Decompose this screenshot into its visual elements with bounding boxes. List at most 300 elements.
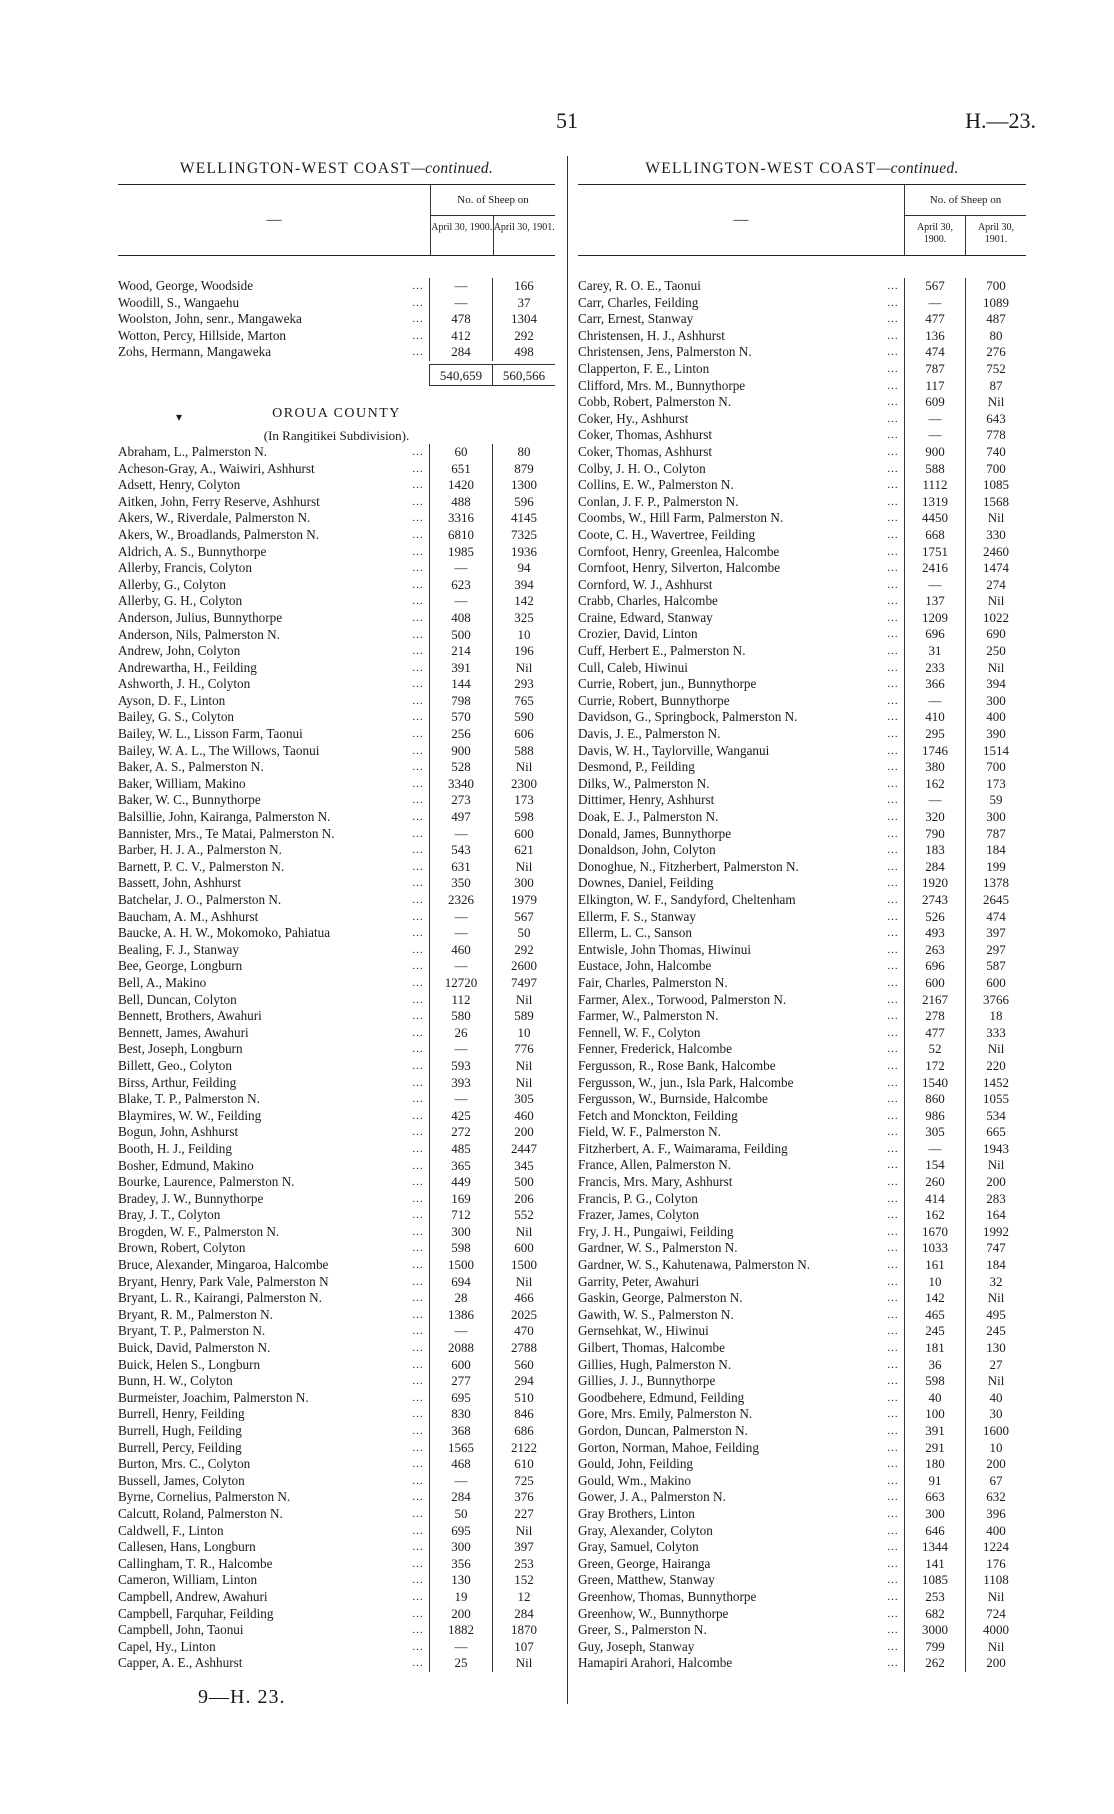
- table-row: [578, 726, 1026, 743]
- row-count-1900: 3316: [429, 510, 492, 527]
- row-count-1900: 262: [904, 1655, 965, 1672]
- row-count-1901: 10: [965, 1440, 1026, 1457]
- row-leader-dots: ...: [412, 1425, 424, 1437]
- table-row: [578, 859, 1026, 876]
- table-row: [578, 577, 1026, 594]
- row-count-1900: 28: [429, 1290, 492, 1307]
- row-leader-dots: ...: [887, 910, 899, 923]
- table-row: [118, 1406, 555, 1423]
- row-count-1901: 596: [492, 494, 555, 511]
- row-count-1901: 1568: [965, 494, 1026, 511]
- row-leader-dots: ...: [412, 1590, 424, 1603]
- row-leader-dots: ...: [412, 1109, 424, 1122]
- table-row: [118, 776, 555, 793]
- row-count-1901: 176: [965, 1556, 1026, 1573]
- row-count-1900: 19: [429, 1589, 492, 1606]
- row-count-1901: 200: [965, 1456, 1026, 1473]
- table-row: [578, 676, 1026, 693]
- row-count-1900: 300: [429, 1224, 492, 1241]
- row-name: Bee, George, Longburn: [118, 958, 243, 974]
- row-name: Bray, J. T., Colyton: [118, 1207, 221, 1223]
- row-leader-dots: ...: [887, 794, 899, 807]
- row-name: Billett, Geo., Colyton: [118, 1057, 232, 1073]
- table-row: [578, 958, 1026, 975]
- row-leader-dots: ...: [412, 628, 424, 641]
- row-name: Gillies, J. J., Bunnythorpe: [578, 1373, 716, 1389]
- row-count-1901: 390: [965, 726, 1026, 743]
- row-leader-dots: ...: [412, 1076, 424, 1089]
- row-count-1901: 1992: [965, 1224, 1026, 1241]
- row-name: Bruce, Alexander, Mingaroa, Halcombe: [118, 1257, 329, 1273]
- row-count-1900: —: [904, 427, 965, 444]
- row-count-1901: 776: [492, 1041, 555, 1058]
- row-leader-dots: ...: [412, 545, 424, 558]
- row-count-1901: Nil: [492, 660, 555, 677]
- row-leader-dots: ...: [887, 860, 899, 873]
- table-row: [118, 1373, 555, 1390]
- row-count-1901: 80: [965, 328, 1026, 345]
- table-row: [578, 1091, 1026, 1108]
- table-row: [118, 1572, 555, 1589]
- row-leader-dots: ...: [887, 1325, 899, 1338]
- table-row: [118, 1655, 555, 1672]
- row-count-1901: Nil: [492, 859, 555, 876]
- row-leader-dots: ...: [412, 1325, 424, 1338]
- row-leader-dots: ...: [412, 462, 424, 475]
- table-row: [118, 1589, 555, 1606]
- row-count-1901: 1300: [492, 477, 555, 494]
- row-count-1901: 588: [492, 743, 555, 760]
- row-count-1900: —: [429, 1041, 492, 1058]
- row-count-1901: 184: [965, 842, 1026, 859]
- row-count-1900: 900: [904, 444, 965, 461]
- row-count-1900: 695: [429, 1390, 492, 1407]
- row-name: Woodill, S., Wangaehu: [118, 294, 240, 310]
- row-count-1900: 682: [904, 1606, 965, 1623]
- table-row: [578, 1124, 1026, 1141]
- row-name: Fennell, W. F., Colyton: [578, 1024, 701, 1040]
- table-row: [578, 842, 1026, 859]
- row-count-1901: 152: [492, 1572, 555, 1589]
- row-count-1901: 7497: [492, 975, 555, 992]
- row-leader-dots: ...: [887, 1557, 899, 1570]
- row-count-1901: Nil: [965, 394, 1026, 411]
- row-count-1900: 154: [904, 1157, 965, 1174]
- row-name: Francis, Mrs. Mary, Ashhurst: [578, 1174, 733, 1190]
- page-number: 51: [556, 108, 578, 133]
- table-row: [578, 411, 1026, 428]
- table-row: [118, 477, 555, 494]
- row-count-1901: 40: [965, 1390, 1026, 1407]
- row-name: Best, Joseph, Longburn: [118, 1041, 243, 1057]
- row-leader-dots: ...: [412, 1375, 424, 1388]
- row-leader-dots: ...: [412, 1491, 424, 1504]
- table-row: [118, 627, 555, 644]
- row-name: Bell, Duncan, Colyton: [118, 991, 237, 1007]
- row-count-1900: 366: [904, 676, 965, 693]
- row-leader-dots: ...: [887, 1176, 899, 1189]
- row-name: Callingham, T. R., Halcombe: [118, 1555, 273, 1571]
- table-row: [118, 278, 555, 295]
- row-name: Cull, Caleb, Hiwinui: [578, 659, 688, 675]
- row-leader-dots: ...: [887, 1624, 899, 1637]
- row-count-1901: 747: [965, 1240, 1026, 1257]
- row-count-1901: 752: [965, 361, 1026, 378]
- row-leader-dots: ...: [887, 1159, 899, 1172]
- row-name: Bell, A., Makino: [118, 974, 207, 990]
- row-name: Davis, W. H., Taylorville, Wanganui: [578, 742, 770, 758]
- row-leader-dots: ...: [412, 1225, 424, 1238]
- row-count-1900: 1344: [904, 1539, 965, 1556]
- row-name: Coote, C. H., Wavertree, Feilding: [578, 526, 756, 542]
- row-leader-dots: ...: [887, 927, 899, 940]
- row-leader-dots: ...: [887, 1507, 899, 1520]
- row-count-1900: 696: [904, 626, 965, 643]
- row-count-1901: 474: [965, 909, 1026, 926]
- right-column-title: [578, 156, 1026, 184]
- row-name: Davidson, G., Springbock, Palmerston N.: [578, 709, 798, 725]
- row-leader-dots: ...: [412, 1176, 424, 1189]
- table-row: [578, 1390, 1026, 1407]
- row-count-1900: —: [429, 1091, 492, 1108]
- row-count-1900: 130: [429, 1572, 492, 1589]
- row-count-1900: 26: [429, 1025, 492, 1042]
- table-row: [578, 1041, 1026, 1058]
- bullet-mark-icon: ▾: [176, 409, 184, 424]
- row-count-1901: 610: [492, 1456, 555, 1473]
- row-name: Fergusson, R., Rose Bank, Halcombe: [578, 1057, 776, 1073]
- table-row: [118, 1075, 555, 1092]
- row-leader-dots: ...: [412, 811, 424, 824]
- row-count-1901: Nil: [965, 1041, 1026, 1058]
- row-leader-dots: ...: [887, 595, 899, 608]
- table-row: [578, 1357, 1026, 1374]
- row-count-1900: 477: [904, 1025, 965, 1042]
- table-row: [578, 626, 1026, 643]
- table-row: [118, 1174, 555, 1191]
- table-row: [118, 1357, 555, 1374]
- table-row: [118, 842, 555, 859]
- row-leader-dots: ...: [412, 1408, 424, 1421]
- row-count-1901: 1943: [965, 1141, 1026, 1158]
- row-name: Bogun, John, Ashhurst: [118, 1124, 239, 1140]
- row-count-1901: 700: [965, 461, 1026, 478]
- row-count-1900: 284: [904, 859, 965, 876]
- row-leader-dots: ...: [412, 927, 424, 940]
- table-row: [578, 1589, 1026, 1606]
- row-count-1901: 173: [965, 776, 1026, 793]
- row-count-1901: 787: [965, 826, 1026, 843]
- row-leader-dots: ...: [887, 545, 899, 558]
- row-name: Bunn, H. W., Colyton: [118, 1373, 233, 1389]
- row-count-1900: 830: [429, 1406, 492, 1423]
- row-count-1900: 300: [904, 1506, 965, 1523]
- row-name: Bourke, Laurence, Palmerston N.: [118, 1174, 295, 1190]
- row-name: Christensen, H. J., Ashhurst: [578, 327, 725, 343]
- row-name: Burrell, Henry, Feilding: [118, 1406, 245, 1422]
- table-row: [578, 394, 1026, 411]
- row-name: Akers, W., Riverdale, Palmerston N.: [118, 510, 311, 526]
- row-leader-dots: ...: [887, 694, 899, 707]
- row-name: Fergusson, W., Burnside, Halcombe: [578, 1091, 768, 1107]
- row-count-1900: 183: [904, 842, 965, 859]
- row-count-1900: 256: [429, 726, 492, 743]
- row-count-1900: 1033: [904, 1240, 965, 1257]
- row-count-1901: 1979: [492, 892, 555, 909]
- row-count-1900: 2088: [429, 1340, 492, 1357]
- row-count-1900: 278: [904, 1008, 965, 1025]
- row-count-1900: 162: [904, 776, 965, 793]
- row-name: Burton, Mrs. C., Colyton: [118, 1456, 251, 1472]
- row-count-1901: 345: [492, 1158, 555, 1175]
- row-name: Frazer, James, Colyton: [578, 1207, 700, 1223]
- row-count-1900: 137: [904, 593, 965, 610]
- row-leader-dots: ...: [412, 1192, 424, 1205]
- row-name: Bailey, W. L., Lisson Farm, Taonui: [118, 726, 303, 742]
- table-row: [578, 909, 1026, 926]
- row-count-1900: 2416: [904, 560, 965, 577]
- row-leader-dots: ...: [412, 1308, 424, 1321]
- row-name: Elkington, W. F., Sandyford, Cheltenham: [578, 891, 796, 907]
- table-row: [118, 1207, 555, 1224]
- table-row: [118, 792, 555, 809]
- row-leader-dots: ...: [887, 329, 899, 342]
- row-count-1900: 1319: [904, 494, 965, 511]
- row-name: Bussell, James, Colyton: [118, 1472, 245, 1488]
- row-leader-dots: ...: [412, 528, 424, 541]
- row-count-1900: 460: [429, 942, 492, 959]
- left-header-col1: April 30, 1900.: [430, 216, 493, 255]
- row-count-1901: 294: [492, 1373, 555, 1390]
- row-count-1900: 50: [429, 1506, 492, 1523]
- table-row: [578, 1290, 1026, 1307]
- row-count-1900: 410: [904, 709, 965, 726]
- row-leader-dots: ...: [412, 1524, 424, 1537]
- row-count-1900: 860: [904, 1091, 965, 1108]
- row-count-1901: 567: [492, 909, 555, 926]
- table-row: [118, 1290, 555, 1307]
- row-count-1900: —: [429, 593, 492, 610]
- row-leader-dots: ...: [412, 1574, 424, 1587]
- table-row: [578, 1191, 1026, 1208]
- table-row: [578, 1423, 1026, 1440]
- table-row: [118, 610, 555, 627]
- row-count-1900: 380: [904, 759, 965, 776]
- row-count-1900: 1670: [904, 1224, 965, 1241]
- row-leader-dots: ...: [887, 1209, 899, 1222]
- table-row: [118, 975, 555, 992]
- row-leader-dots: ...: [887, 811, 899, 823]
- row-name: Gower, J. A., Palmerston N.: [578, 1489, 726, 1505]
- right-column: [578, 156, 1026, 1672]
- row-count-1900: 4450: [904, 510, 965, 527]
- row-count-1900: 1420: [429, 477, 492, 494]
- table-row: [578, 826, 1026, 843]
- row-count-1900: 40: [904, 1390, 965, 1407]
- row-name: Collins, E. W., Palmerston N.: [578, 477, 734, 493]
- row-count-1901: Nil: [965, 510, 1026, 527]
- row-leader-dots: ...: [887, 1590, 899, 1603]
- row-leader-dots: ...: [412, 1292, 424, 1305]
- right-header-group: No. of Sheep on: [904, 185, 1026, 216]
- row-leader-dots: ...: [887, 578, 899, 591]
- row-name: Goodbehere, Edmund, Feilding: [578, 1389, 745, 1405]
- row-count-1901: 1514: [965, 743, 1026, 760]
- row-count-1901: 397: [965, 925, 1026, 942]
- row-leader-dots: ...: [412, 645, 424, 658]
- row-leader-dots: ...: [887, 1640, 899, 1653]
- row-leader-dots: ...: [887, 744, 899, 757]
- table-row: [118, 1191, 555, 1208]
- row-name: Anderson, Nils, Palmerston N.: [118, 626, 280, 642]
- row-leader-dots: ...: [412, 445, 424, 458]
- row-leader-dots: ...: [412, 860, 424, 873]
- row-count-1901: 305: [492, 1091, 555, 1108]
- table-row: [578, 1157, 1026, 1174]
- row-count-1901: 12: [492, 1589, 555, 1606]
- row-count-1901: 32: [965, 1274, 1026, 1291]
- row-name: Gaskin, George, Palmerston N.: [578, 1290, 743, 1306]
- table-row: [118, 1323, 555, 1340]
- row-name: Gardner, W. S., Palmerston N.: [578, 1240, 738, 1256]
- row-count-1901: 1089: [965, 295, 1026, 312]
- row-leader-dots: ...: [412, 993, 424, 1006]
- row-leader-dots: ...: [412, 744, 424, 757]
- row-leader-dots: ...: [887, 1242, 899, 1255]
- table-row: [118, 1041, 555, 1058]
- row-count-1900: 1386: [429, 1307, 492, 1324]
- row-count-1900: 181: [904, 1340, 965, 1357]
- row-count-1900: 200: [429, 1606, 492, 1623]
- row-leader-dots: ...: [887, 346, 899, 359]
- row-count-1900: —: [429, 295, 492, 312]
- row-count-1901: 643: [965, 411, 1026, 428]
- table-row: [118, 709, 555, 726]
- left-header-name: —: [266, 211, 282, 228]
- row-count-1900: 598: [904, 1373, 965, 1390]
- row-name: Blaymires, W. W., Feilding: [118, 1107, 262, 1123]
- row-count-1900: 799: [904, 1639, 965, 1656]
- table-row: [578, 510, 1026, 527]
- right-header-col1: April 30, 1900.: [904, 216, 965, 255]
- total-1900: 540,659: [429, 364, 492, 386]
- row-leader-dots: ...: [412, 728, 424, 741]
- row-name: Fenner, Frederick, Halcombe: [578, 1041, 732, 1057]
- row-leader-dots: ...: [887, 1342, 899, 1354]
- row-count-1901: 300: [965, 809, 1026, 826]
- row-name: Craine, Edward, Stanway: [578, 609, 713, 625]
- row-count-1901: 1936: [492, 544, 555, 561]
- row-count-1900: 2326: [429, 892, 492, 909]
- row-count-1900: —: [904, 295, 965, 312]
- table-row: [578, 477, 1026, 494]
- row-leader-dots: ...: [887, 1076, 899, 1089]
- row-name: Baucham, A. M., Ashhurst: [118, 908, 259, 924]
- row-name: Downes, Daniel, Feilding: [578, 875, 714, 891]
- table-row: [118, 527, 555, 544]
- row-count-1900: 1985: [429, 544, 492, 561]
- row-count-1901: 724: [965, 1606, 1026, 1623]
- row-leader-dots: ...: [412, 678, 424, 691]
- table-row: [578, 1556, 1026, 1573]
- row-name: Green, George, Hairanga: [578, 1555, 711, 1571]
- row-leader-dots: ...: [412, 611, 424, 624]
- row-leader-dots: ...: [412, 1026, 424, 1039]
- row-count-1901: 2645: [965, 892, 1026, 909]
- table-row: [578, 527, 1026, 544]
- row-name: Callesen, Hans, Longburn: [118, 1539, 256, 1555]
- row-count-1900: 543: [429, 842, 492, 859]
- row-count-1901: 1378: [965, 875, 1026, 892]
- row-name: Coker, Thomas, Ashhurst: [578, 427, 713, 443]
- table-row: [578, 295, 1026, 312]
- left-header-group: No. of Sheep on: [430, 185, 555, 216]
- row-leader-dots: ...: [887, 893, 899, 906]
- row-count-1900: 350: [429, 875, 492, 892]
- table-row: [578, 1473, 1026, 1490]
- table-row: [578, 776, 1026, 793]
- table-row: [118, 560, 555, 577]
- row-count-1901: 293: [492, 676, 555, 693]
- table-row: [118, 643, 555, 660]
- row-name: Caldwell, F., Linton: [118, 1522, 224, 1538]
- row-count-1900: 25: [429, 1655, 492, 1672]
- row-count-1901: 4145: [492, 510, 555, 527]
- row-leader-dots: ...: [887, 313, 899, 326]
- table-row: [578, 560, 1026, 577]
- row-name: Gilbert, Thomas, Halcombe: [578, 1340, 725, 1355]
- row-count-1901: 142: [492, 593, 555, 610]
- row-count-1900: —: [904, 577, 965, 594]
- row-leader-dots: ...: [887, 429, 899, 442]
- table-row: [118, 759, 555, 776]
- row-count-1901: Nil: [492, 1075, 555, 1092]
- row-count-1900: —: [904, 792, 965, 809]
- row-count-1901: 765: [492, 693, 555, 710]
- row-count-1901: 227: [492, 1506, 555, 1523]
- table-row: [578, 361, 1026, 378]
- row-name: Gould, Wm., Makino: [578, 1472, 691, 1488]
- row-count-1901: 333: [965, 1025, 1026, 1042]
- row-count-1900: 245: [904, 1323, 965, 1340]
- row-count-1901: 589: [492, 1008, 555, 1025]
- row-count-1900: 1565: [429, 1440, 492, 1457]
- row-leader-dots: ...: [887, 661, 899, 674]
- row-leader-dots: ...: [887, 1010, 899, 1023]
- row-name: Capper, A. E., Ashhurst: [118, 1655, 243, 1671]
- table-row: [118, 693, 555, 710]
- row-count-1900: 598: [429, 1240, 492, 1257]
- row-leader-dots: ...: [412, 1474, 424, 1487]
- row-count-1901: 2600: [492, 958, 555, 975]
- row-count-1901: 396: [965, 1506, 1026, 1523]
- left-header-col2: April 30, 1901.: [493, 216, 556, 255]
- row-count-1901: 700: [965, 759, 1026, 776]
- row-count-1900: —: [429, 1639, 492, 1656]
- row-leader-dots: ...: [887, 877, 899, 890]
- row-leader-dots: ...: [887, 495, 899, 508]
- row-count-1900: 646: [904, 1523, 965, 1540]
- table-row: [578, 593, 1026, 610]
- row-count-1901: 94: [492, 560, 555, 577]
- row-count-1900: 668: [904, 527, 965, 544]
- row-leader-dots: ...: [412, 346, 424, 359]
- row-name: Campbell, Andrew, Awahuri: [118, 1588, 268, 1604]
- row-count-1901: 700: [965, 278, 1026, 295]
- row-name: Greenhow, W., Bunnythorpe: [578, 1605, 729, 1621]
- table-row: [118, 444, 555, 461]
- row-count-1900: 696: [904, 958, 965, 975]
